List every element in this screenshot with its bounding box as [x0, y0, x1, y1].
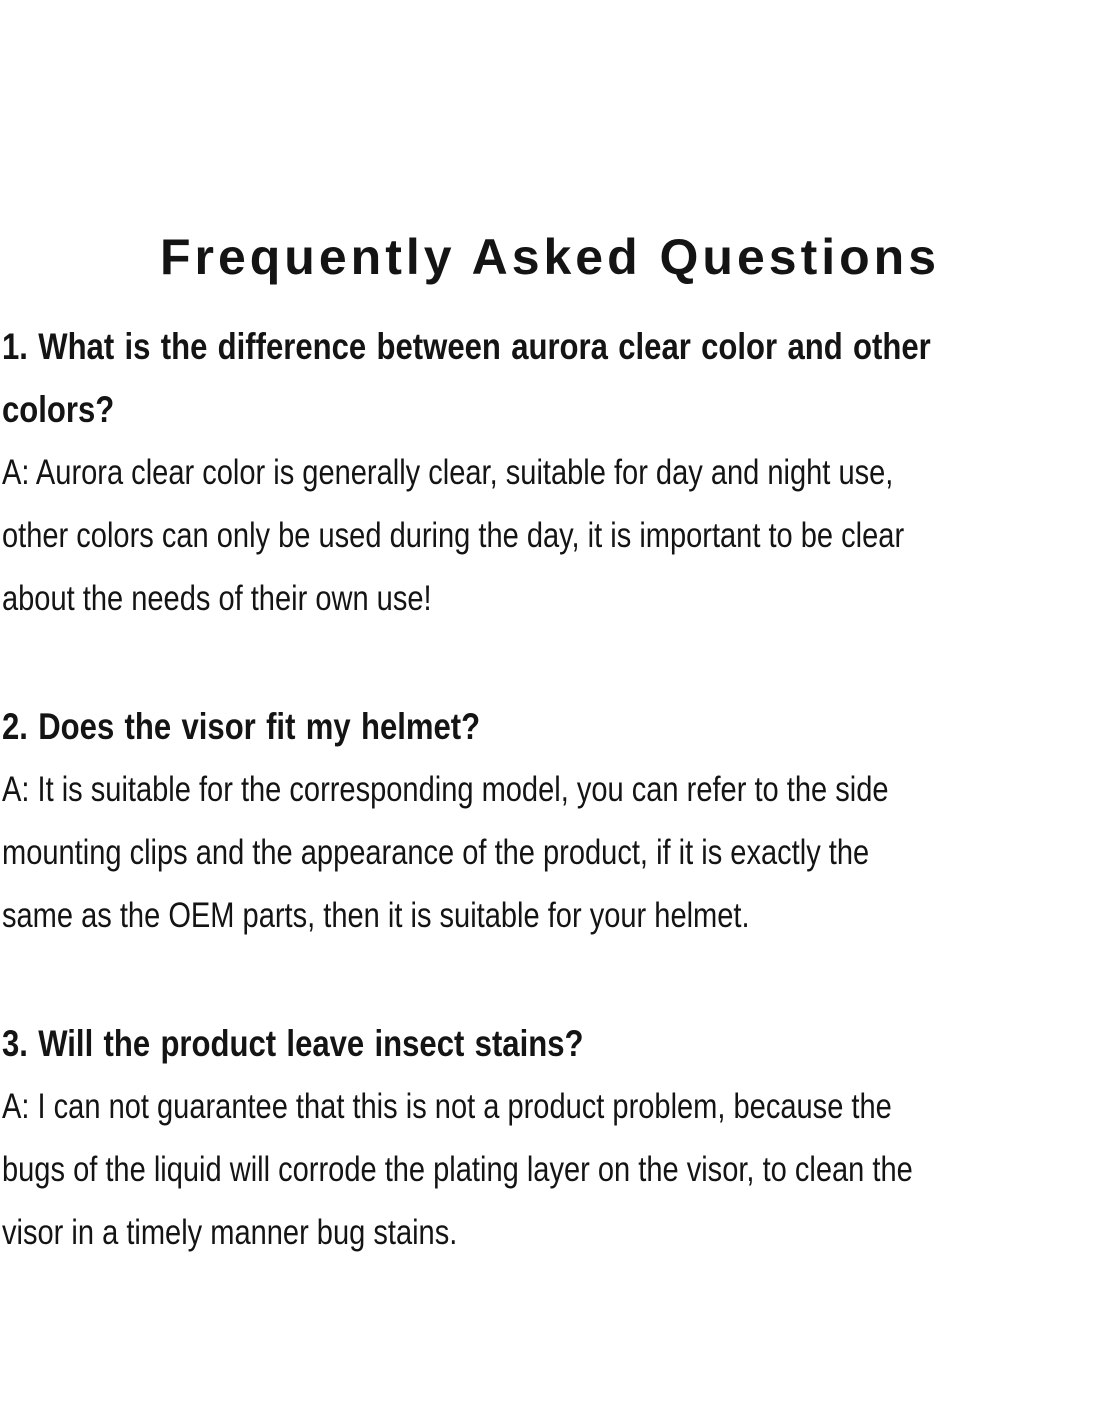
faq-answer-line: A: I can not guarantee that this is not a product problem, because the	[2, 1087, 892, 1126]
faq-question-line: 3. Will the product leave insect stains?	[2, 1023, 584, 1064]
page-title: Frequently Asked Questions	[159, 228, 941, 285]
faq-answer-3	[2, 1075, 1098, 1264]
faq-item-3	[2, 1012, 1098, 1264]
faq-item-1	[2, 315, 1098, 630]
faq-question-2	[2, 695, 1098, 758]
faq-answer-line: visor in a timely manner bug stains.	[2, 1213, 458, 1252]
faq-question-line: colors?	[2, 389, 115, 430]
faq-answer-line: A: Aurora clear color is generally clear, suitable for day and night use,	[2, 453, 894, 492]
faq-answer-line: bugs of the liquid will corrode the plating layer on the visor, to clean the	[2, 1150, 913, 1189]
faq-item-2	[2, 695, 1098, 947]
faq-answer-line: other colors can only be used during the day, it is important to be clear	[2, 516, 905, 555]
faq-answer-line: about the needs of their own use!	[2, 579, 432, 618]
faq-answer-line: same as the OEM parts, then it is suitable for your helmet.	[2, 896, 750, 935]
faq-question-line: 1. What is the difference between aurora clear color and other	[2, 326, 931, 367]
faq-answer-line: mounting clips and the appearance of the product, if it is exactly the	[2, 833, 870, 872]
faq-answer-1	[2, 441, 1098, 630]
faq-question-line: 2. Does the visor fit my helmet?	[2, 706, 481, 747]
faq-answer-2	[2, 758, 1098, 947]
faq-question-3	[2, 1012, 1098, 1075]
faq-list	[0, 315, 1100, 1264]
faq-question-1	[2, 315, 1098, 441]
faq-answer-line: A: It is suitable for the corresponding model, you can refer to the side	[2, 770, 889, 809]
